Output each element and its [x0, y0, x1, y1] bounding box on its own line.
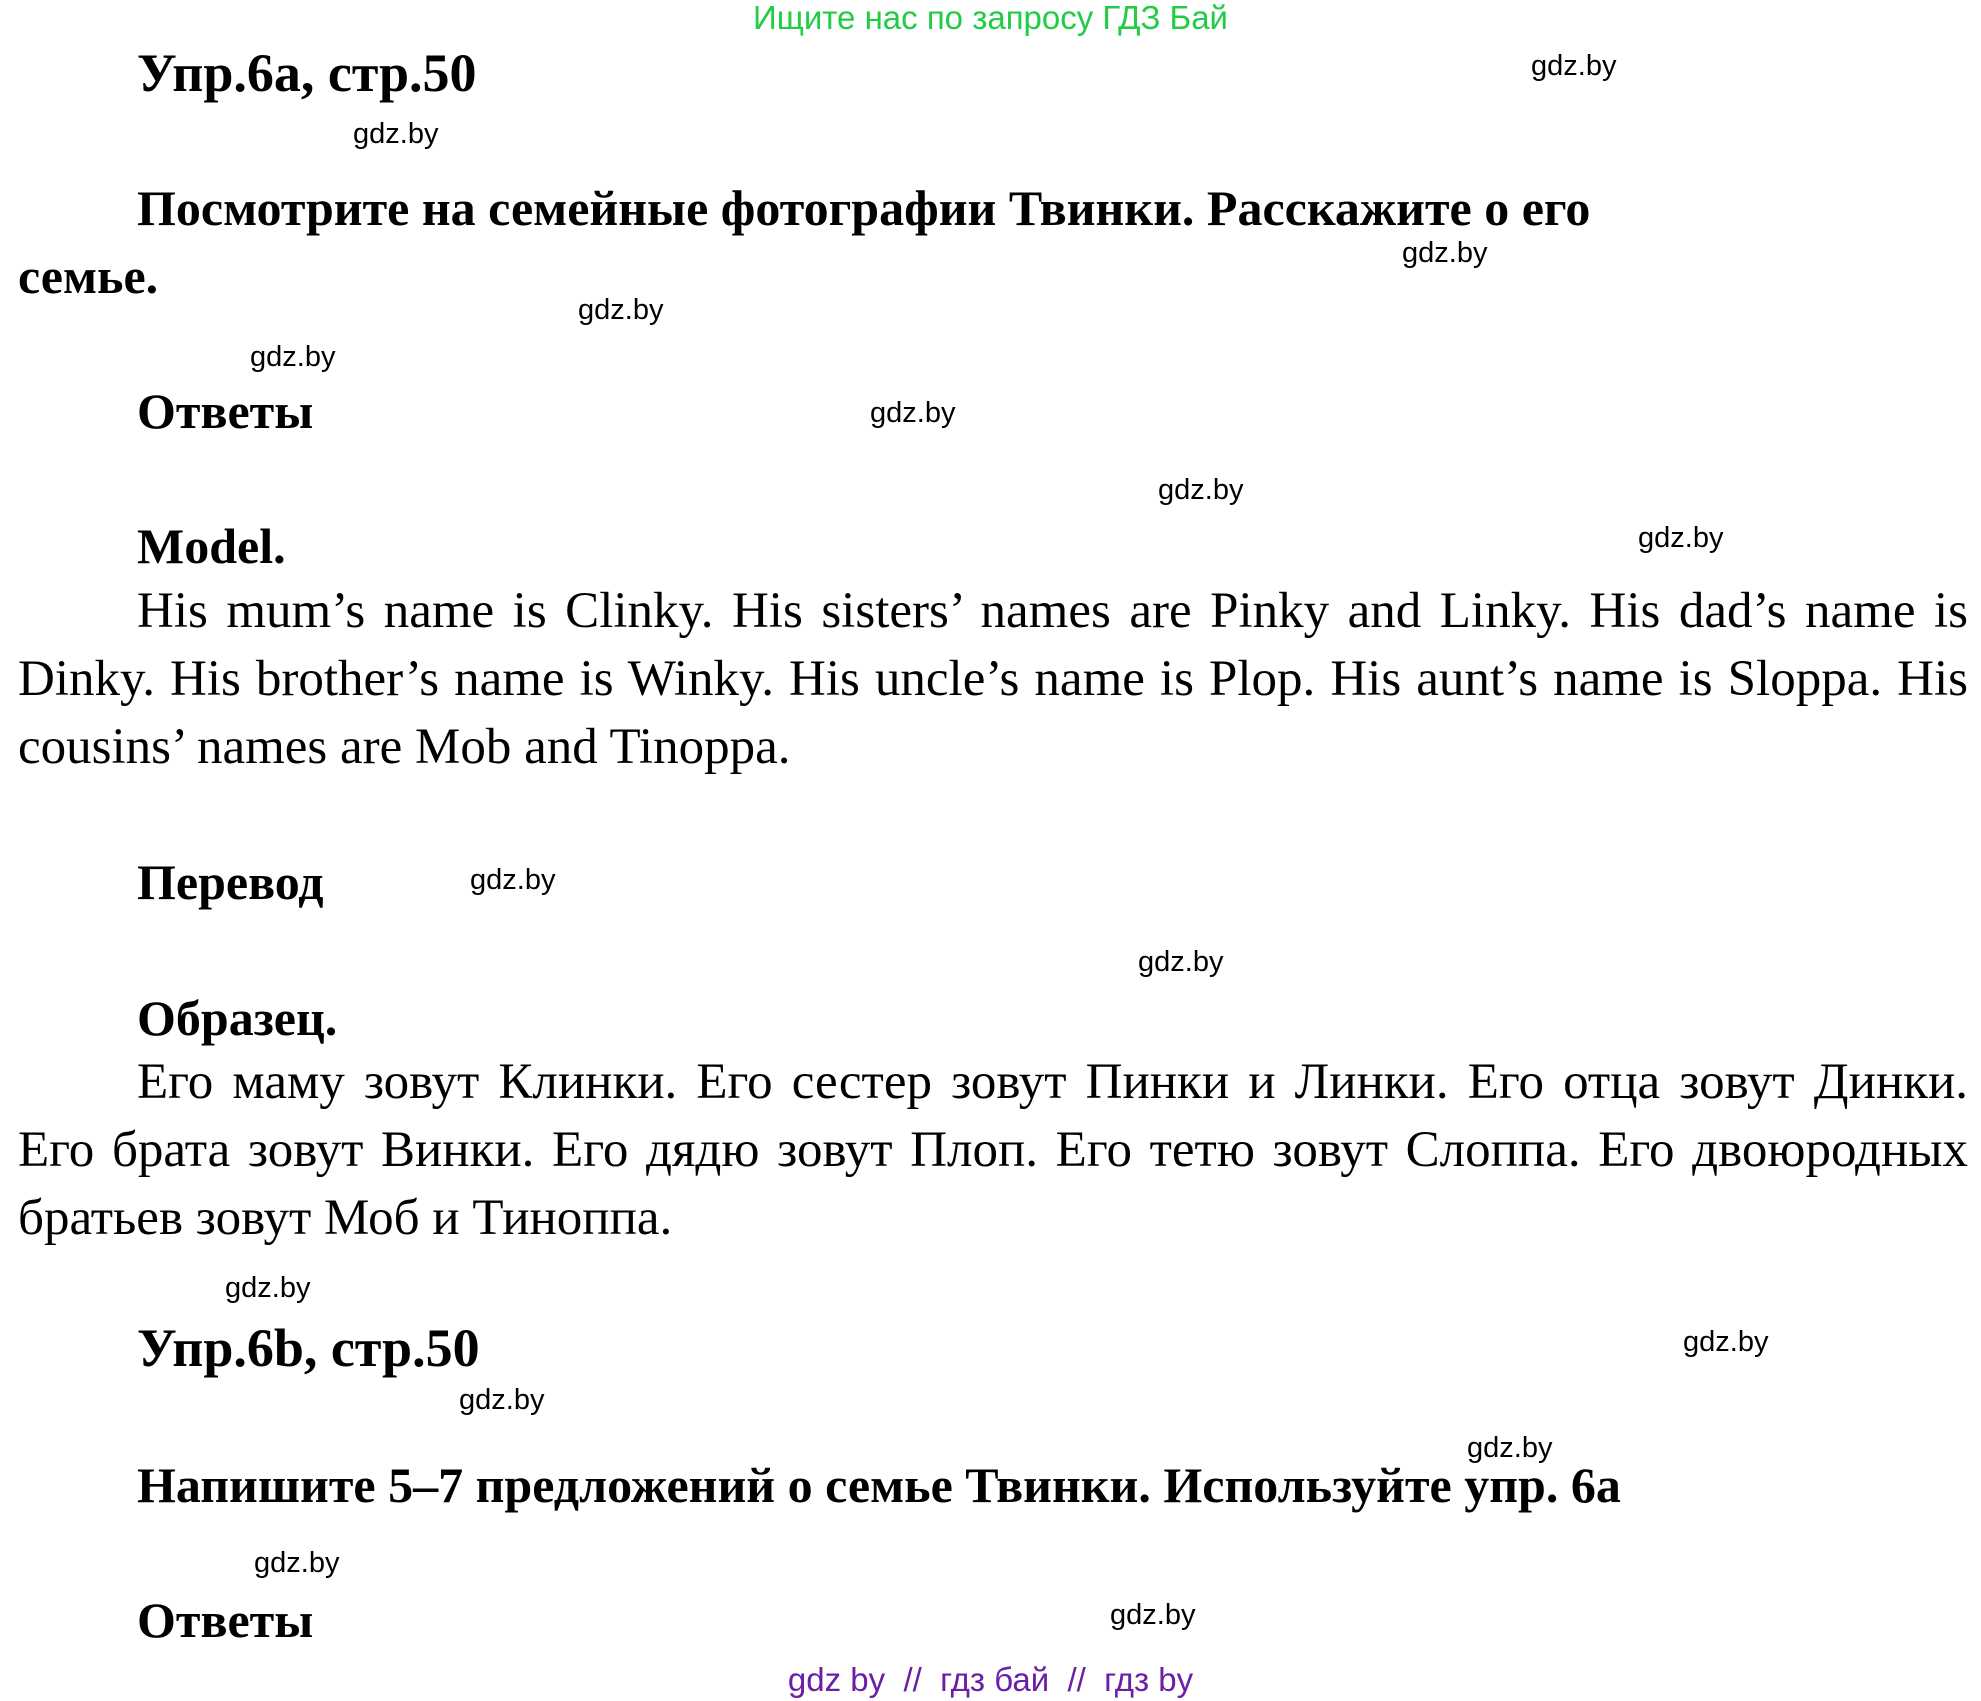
- sample-paragraph: Его маму зовут Клинки. Его сестер зовут Пинки и Линки. Его отца зовут Динки. Его брата зовут Винки. Его дядю зовут Плоп. Его тетю зовут Слоппа. Его двоюродных братьев зовут Моб и Тиноппа.: [18, 1054, 1968, 1246]
- watermark: gdz.by: [1138, 946, 1224, 978]
- model-paragraph: His mum’s name is Clinky. His sisters’ names are Pinky and Linky. His dad’s name is Dinky. His brother’s name is Winky. His uncle’s name is Plop. His aunt’s name is Sloppa. His cousins’ names are Mob and Tinoppa.: [18, 583, 1968, 775]
- exercise-6a-answers-heading: Ответы: [137, 383, 314, 439]
- watermark: gdz.by: [459, 1384, 545, 1416]
- watermark: gdz.by: [225, 1272, 311, 1304]
- watermark: gdz.by: [1467, 1432, 1553, 1464]
- watermark: gdz.by: [1638, 522, 1724, 554]
- watermark: gdz.by: [578, 294, 664, 326]
- exercise-6b-task: Напишите 5–7 предложений о семье Твинки. Используйте упр. 6а: [137, 1457, 1621, 1513]
- watermark: gdz.by: [353, 118, 439, 150]
- watermark: gdz.by: [1402, 237, 1488, 269]
- model-heading: Model.: [137, 518, 286, 574]
- watermark: gdz.by: [250, 341, 336, 373]
- top-banner: Ищите нас по запросу ГДЗ Бай: [753, 0, 1228, 36]
- exercise-6b-title: Упр.6b, стр.50: [137, 1318, 480, 1378]
- footer-banner: gdz by // гдз бай // гдз by: [787, 1661, 1194, 1698]
- exercise-6a-task-line1: Посмотрите на семейные фотографии Твинки. Расскажите о его: [137, 180, 1591, 236]
- exercise-6a-task-line2: семье.: [18, 248, 159, 304]
- watermark: gdz.by: [1531, 50, 1617, 82]
- watermark: gdz.by: [1683, 1326, 1769, 1358]
- exercise-6a-title: Упр.6а, стр.50: [137, 43, 477, 103]
- sample-heading: Образец.: [137, 990, 338, 1046]
- translation-heading: Перевод: [137, 854, 324, 910]
- exercise-6b-answers-heading: Ответы: [137, 1592, 314, 1648]
- watermark: gdz.by: [470, 864, 556, 896]
- watermark: gdz.by: [1110, 1599, 1196, 1631]
- watermark: gdz.by: [254, 1547, 340, 1579]
- watermark: gdz.by: [1158, 474, 1244, 506]
- watermark: gdz.by: [870, 397, 956, 429]
